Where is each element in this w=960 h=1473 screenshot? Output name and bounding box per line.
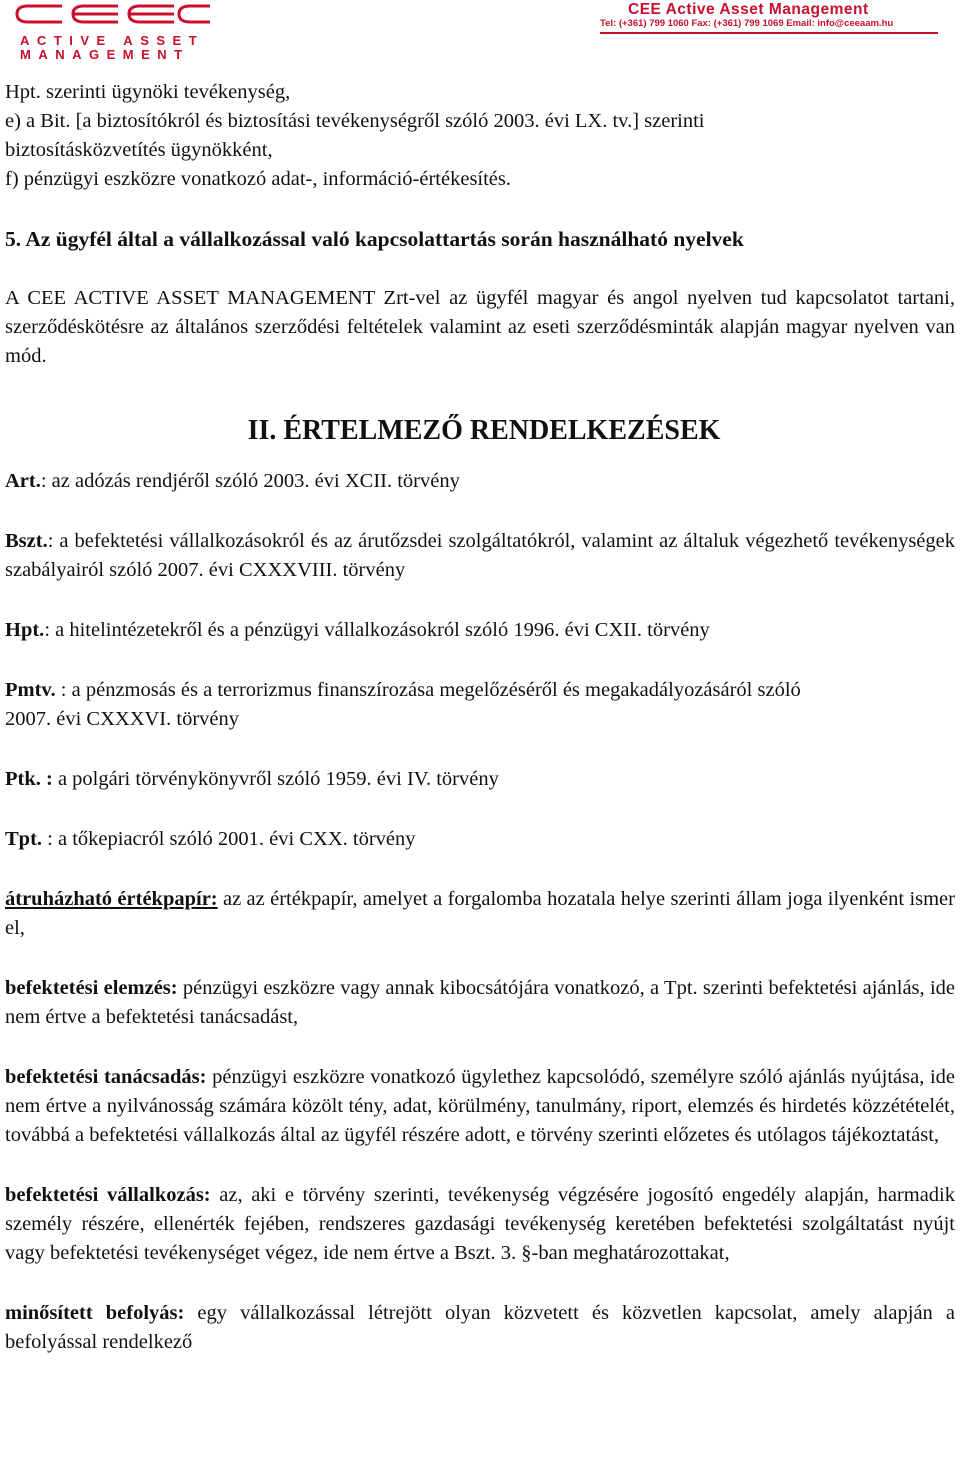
- abbreviation-pmtv-continued: 2007. évi CXXXVI. törvény: [5, 708, 240, 730]
- definition-term: átruházható értékpapír:: [5, 888, 218, 910]
- part-2-title: II. ÉRTELMEZŐ RENDELKEZÉSEK: [247, 415, 721, 446]
- abbreviation-term: Hpt.: [5, 619, 45, 641]
- contact-info: Tel: (+361) 799 1060 Fax: (+361) 799 1069 Email: info@ceeaam.hu: [600, 18, 894, 29]
- abbreviation-text: a polgári törvénykönyvről szóló 1959. évi IV. törvény: [52, 768, 499, 790]
- definition-befektetesi-vallalkozas: [5, 1181, 955, 1268]
- abbreviation-bszt: [5, 527, 955, 585]
- abbreviation-art: [5, 467, 955, 496]
- abbreviation-term: Art.: [5, 470, 41, 492]
- abbreviation-pmtv: [5, 676, 955, 705]
- definition-term: befektetési vállalkozás:: [5, 1184, 211, 1206]
- definition-text: pénzügyi eszközre vonatkozó ügylethez kapcsolódó, személyre szóló ajánlás nyújtása, ide nem értve a nyilvánosság számára közölt tény, adat, körülmény, tanulmány, riport, elemzés és hirdetés közzétételét, továbbá a befektetési vállalkozás által az ügyfél részére adott, e törvény szerinti előzetes és utólagos tájékoztatást,: [5, 1066, 955, 1146]
- text-line: Hpt. szerinti ügynöki tevékenység,: [5, 81, 291, 103]
- abbreviation-hpt: [5, 616, 955, 645]
- abbreviation-term: Ptk. :: [5, 768, 53, 790]
- text-line: e) a Bit. [a biztosítókról és biztosítási tevékenységről szóló 2003. évi LX. tv.] szerinti: [5, 110, 705, 132]
- logo-text-line2: MANAGEMENT: [20, 47, 190, 62]
- text-line: f) pénzügyi eszközre vonatkozó adat-, információ-értékesítés.: [5, 168, 512, 190]
- abbreviation-term: Tpt.: [5, 828, 43, 850]
- definition-term: befektetési tanácsadás:: [5, 1066, 207, 1088]
- abbreviation-tpt: [5, 825, 955, 854]
- definition-text: az az értékpapír, amelyet a forgalomba hozatala helye szerinti állam joga ilyenként ismer el,: [5, 888, 955, 939]
- definition-atruhazhato-ertekpapir: [5, 885, 955, 943]
- definition-text: pénzügyi eszközre vagy annak kibocsátójára vonatkozó, a Tpt. szerinti befektetési ajánlás, ide nem értve a befektetési tanácsadást,: [5, 977, 955, 1028]
- abbreviation-text: : az adózás rendjéről szóló 2003. évi XCII. törvény: [40, 470, 460, 492]
- document-body: [5, 78, 955, 1357]
- section-5-title: 5. Az ügyfél által a vállalkozással való kapcsolattartás során használható nyelvek: [5, 227, 744, 251]
- logo-text-line1: ACTIVE ASSET: [20, 33, 205, 48]
- abbreviation-text: : a pénzmosás és a terrorizmus finanszírozása megelőzéséről és megakadályozásáról szóló: [55, 679, 801, 701]
- abbreviation-text: : a befektetési vállalkozásokról és az árutőzsdei szolgáltatókról, valamint az általuk végezhető tevékenységek szabályairól szóló 2007. évi CXXXVIII. törvény: [5, 530, 955, 581]
- definition-term: befektetési elemzés:: [5, 977, 178, 999]
- abbreviation-text: : a hitelintézetekről és a pénzügyi vállalkozásokról szóló 1996. évi CXII. törvény: [44, 619, 710, 641]
- definition-text: egy vállalkozással létrejött olyan közvetett és közvetlen kapcsolat, amely alapján a befolyással rendelkező: [5, 1302, 955, 1353]
- definition-befektetesi-elemzes: [5, 974, 955, 1032]
- company-name: CEE Active Asset Management: [628, 1, 869, 18]
- definition-text: az, aki e törvény szerinti, tevékenység végzésére jogosító engedély alapján, harmadik személy részére, ellenérték fejében, rendszeres gazdasági tevékenység keretében befektetési szolgáltatást nyújt vagy befektetési tevékenységet végez, ide nem értve a Bszt. 3. §-ban meghatározottakat,: [5, 1184, 955, 1264]
- page-header: [0, 0, 960, 66]
- header-rule: [600, 32, 938, 34]
- definition-minositett-befolyas: [5, 1299, 955, 1357]
- text-line: biztosításközvetítés ügynökként,: [5, 139, 273, 161]
- cee-logo: [14, 2, 214, 62]
- definition-befektetesi-tanacsadas: [5, 1063, 955, 1150]
- abbreviation-text: : a tőkepiacról szóló 2001. évi CXX. törvény: [42, 828, 416, 850]
- abbreviation-term: Bszt.: [5, 530, 48, 552]
- abbreviation-ptk: [5, 765, 955, 794]
- section-5-text: A CEE ACTIVE ASSET MANAGEMENT Zrt-vel az ügyfél magyar és angol nyelven tud kapcsolatot tartani, szerződéskötésre az általános szerződési feltételek valamint az eseti szerződésminták alapján magyar nyelven van mód.: [5, 287, 955, 367]
- abbreviation-term: Pmtv.: [5, 679, 56, 701]
- definition-term: minősített befolyás:: [5, 1302, 185, 1324]
